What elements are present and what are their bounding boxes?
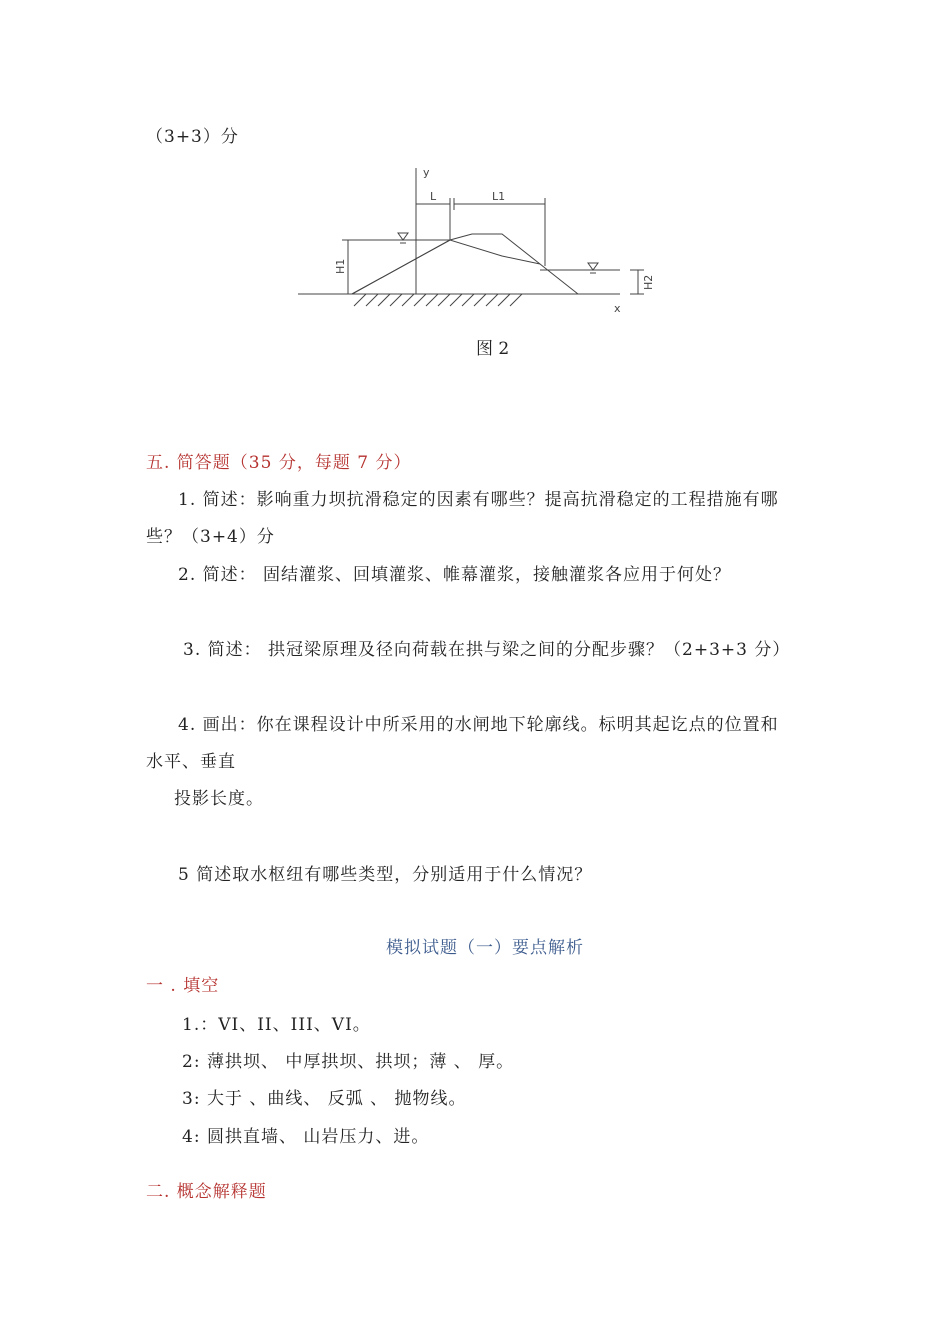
h2-label: H2	[642, 274, 655, 290]
l1-label: L1	[492, 190, 506, 203]
answers-part1-title: 一 . 填空	[146, 976, 220, 996]
question-1-line2: 些？（3+4）分	[146, 527, 275, 547]
question-3: 3. 简述： 拱冠梁原理及径向荷载在拱与梁之间的分配步骤？（2+3+3 分）	[183, 640, 791, 660]
question-2: 2. 简述： 固结灌浆、回填灌浆、帷幕灌浆，接触灌浆各应用于何处？	[178, 565, 732, 585]
dam-outline	[352, 234, 578, 294]
seepage-line	[352, 240, 540, 294]
downstream-water-symbol	[588, 263, 598, 270]
answers-title: 模拟试题（一）要点解析	[386, 938, 584, 958]
section5-title: 五. 简答题（35 分，每题 7 分）	[146, 453, 412, 473]
question-4-line3: 投影长度。	[174, 789, 264, 809]
answers-part2-title: 二. 概念解释题	[146, 1182, 267, 1202]
answer-item-3: 3: 大于 、曲线、 反弧 、 抛物线。	[182, 1089, 467, 1109]
l-label: L	[430, 190, 437, 203]
top-score: （3+3）分	[146, 127, 239, 147]
question-4-line1: 4. 画出：你在课程设计中所采用的水闸地下轮廓线。标明其起讫点的位置和	[178, 715, 779, 735]
y-axis-label: y	[423, 166, 430, 179]
answer-item-2: 2: 薄拱坝、 中厚拱坝、拱坝；薄 、 厚。	[182, 1052, 515, 1072]
answer-item-4: 4: 圆拱直墙、 山岩压力、进。	[182, 1127, 430, 1147]
question-1-line1: 1. 简述：影响重力坝抗滑稳定的因素有哪些？提高抗滑稳定的工程措施有哪	[178, 490, 779, 510]
upstream-water-symbol	[398, 233, 408, 240]
dam-cross-section-figure	[290, 160, 655, 320]
h1-label: H1	[334, 258, 347, 274]
answer-item-1: 1.：VI、II、III、VI。	[182, 1015, 371, 1035]
foundation-hatching	[354, 294, 522, 306]
x-axis-label: x	[614, 302, 621, 315]
question-4-line2: 水平、垂直	[146, 752, 236, 772]
figure-caption: 图 2	[476, 339, 510, 359]
question-5: 5 简述取水枢纽有哪些类型，分别适用于什么情况？	[178, 865, 593, 885]
